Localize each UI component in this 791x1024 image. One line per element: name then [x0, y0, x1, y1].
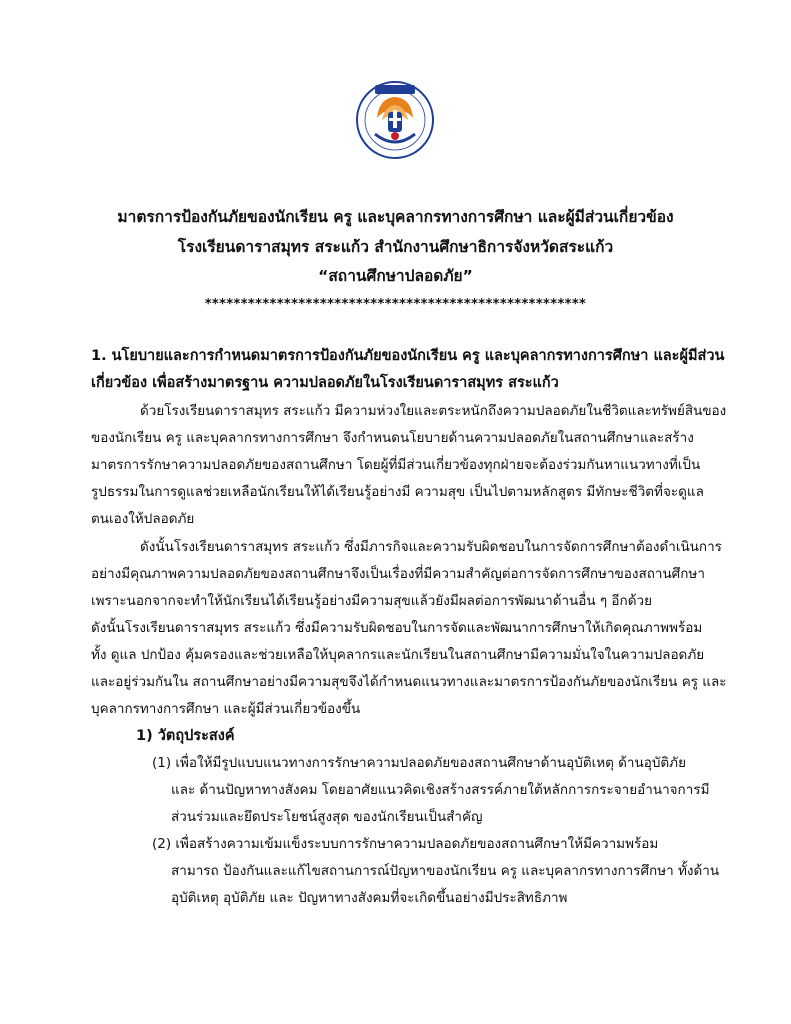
- paragraph-1-line-1: ด้วยโรงเรียนดาราสมุทร สระแก้ว มีความห่วงใยและตระหนักถึงความปลอดภัยในชีวิตและทรัพย์สินของ: [140, 403, 727, 419]
- title-separator: *****************************************************: [204, 297, 587, 312]
- objective-2-line-2: สามารถ ป้องกันและแก้ไขสถานการณ์ปัญหาของนักเรียน ครู และบุคลากรทางการศึกษา ทั้งด้าน: [171, 863, 720, 879]
- objective-1-line-2: และ ด้านปัญหาทางสังคม โดยอาศัยแนวคิดเชิงสร้างสรรค์ภายใต้หลักการกระจายอำนาจการมี: [171, 782, 710, 798]
- objective-1-line-1: (1) เพื่อให้มีรูปแบบแนวทางการรักษาความปลอดภัยของสถานศึกษาด้านอุบัติเหตุ ด้านอุบัติภัย: [152, 755, 686, 771]
- paragraph-1-line-2: ของนักเรียน ครู และบุคลากรทางการศึกษา จึงกำหนดนโยบายด้านความปลอดภัยในสถานศึกษาและสร้าง: [91, 430, 694, 446]
- section-heading-line-1: 1. นโยบายและการกำหนดมาตรการป้องกันภัยของนักเรียน ครู และบุคลากรทางการศึกษา และผู้มีส่วน: [91, 348, 725, 364]
- objective-2-line-1: (2) เพื่อสร้างความเข้มแข็งระบบการรักษาความปลอดภัยของสถานศึกษาให้มีความพร้อม: [152, 836, 659, 852]
- paragraph-1-line-3: มาตรการรักษาความปลอดภัยของสถานศึกษา โดยผู้ที่มีส่วนเกี่ยวข้องทุกฝ่ายจะต้องร่วมกันหาแนวทางที่เป็น: [91, 457, 701, 473]
- document-title-line-1: มาตรการป้องกันภัยของนักเรียน ครู และบุคลากรทางการศึกษา และผู้มีส่วนเกี่ยวข้อง: [117, 208, 674, 226]
- paragraph-1-line-4: รูปธรรมในการดูแลช่วยเหลือนักเรียนให้ได้เรียนรู้อย่างมี ความสุข เป็นไปตามหลักสูตร มีทักษะชีวิตที่จะดูแล: [91, 484, 704, 500]
- paragraph-2-line-3: เพราะนอกจากจะทำให้นักเรียนได้เรียนรู้อย่างมีความสุขแล้วยังมีผลต่อการพัฒนาด้านอื่น ๆ อีกด้วย: [91, 593, 652, 609]
- paragraph-2-line-1: ดังนั้นโรงเรียนดาราสมุทร สระแก้ว ซึ่งมีภารกิจและความรับผิดชอบในการจัดการศึกษาต้องดำเนินการ: [140, 539, 722, 555]
- document-title-line-3: “สถานศึกษาปลอดภัย”: [318, 267, 473, 285]
- objective-1-line-3: ส่วนร่วมและยึดประโยชน์สูงสุด ของนักเรียนเป็นสำคัญ: [171, 809, 483, 825]
- school-logo: [355, 80, 435, 160]
- objective-2-line-3: อุบัติเหตุ อุบัติภัย และ ปัญหาทางสังคมที่จะเกิดขึ้นอย่างมีประสิทธิภาพ: [171, 890, 568, 906]
- document-title-line-2: โรงเรียนดาราสมุทร สระแก้ว สำนักงานศึกษาธิการจังหวัดสระแก้ว: [177, 238, 614, 256]
- paragraph-2-line-6: และอยู่ร่วมกันใน สถานศึกษาอย่างมีความสุขจึงได้กำหนดแนวทางและมาตรการป้องกันภัยของนักเรียน ครู และ: [91, 674, 727, 690]
- objectives-heading: 1) วัตถุประสงค์: [136, 728, 235, 744]
- paragraph-2-line-5: ทั้ง ดูแล ปกป้อง คุ้มครองและช่วยเหลือให้บุคลากรและนักเรียนในสถานศึกษามีความมั่นใจในความปลอดภัย: [91, 647, 705, 663]
- paragraph-2-line-4: ดังนั้นโรงเรียนดาราสมุทร สระแก้ว ซึ่งมีความรับผิดชอบในการจัดและพัฒนาการศึกษาให้เกิดคุณภาพพร้อม: [91, 620, 703, 636]
- paragraph-2-line-2: อย่างมีคุณภาพความปลอดภัยของสถานศึกษาจึงเป็นเรื่องที่มีความสำคัญต่อการจัดการศึกษาของสถานศึกษา: [91, 566, 705, 582]
- paragraph-2-line-7: บุคลากรทางการศึกษา และผู้มีส่วนเกี่ยวข้องขึ้น: [91, 701, 361, 717]
- section-heading-line-2: เกี่ยวข้อง เพื่อสร้างมาตรฐาน ความปลอดภัยในโรงเรียนดาราสมุทร สระแก้ว: [91, 375, 559, 391]
- paragraph-1-line-5: ตนเองให้ปลอดภัย: [91, 511, 195, 527]
